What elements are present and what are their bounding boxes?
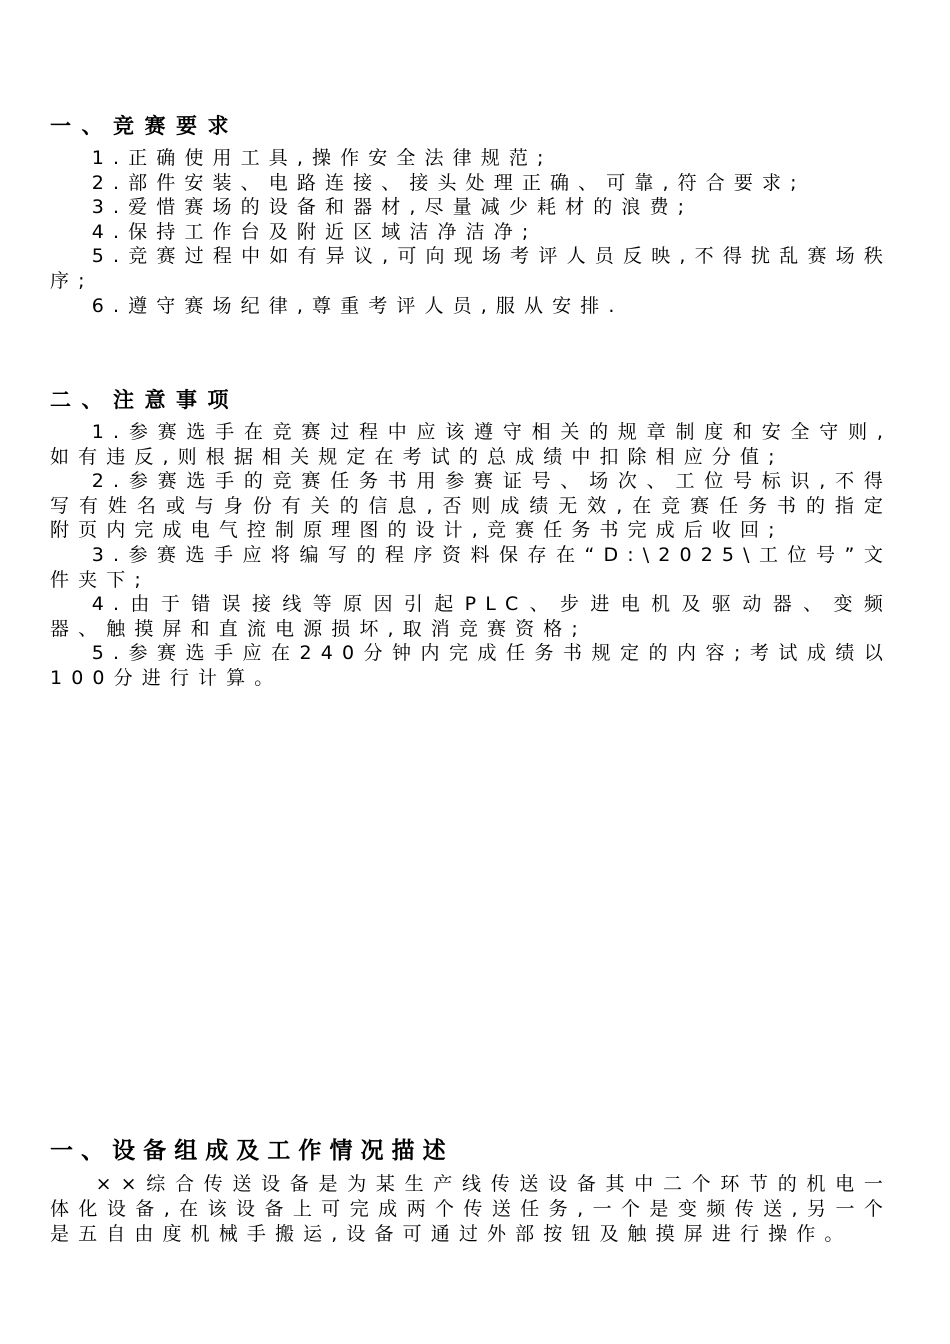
section-heading: 一、竞赛要求 [50,114,239,138]
section-equipment-description [50,1136,892,1247]
list-item: 3.爱惜赛场的设备和器材,尽量减少耗材的浪费; [91,196,694,219]
list-item: 2.参赛选手的竞赛任务书用参赛证号、场次、工位号标识,不得写有姓名或与身份有关的信息,否则成绩无效,在竞赛任务书的指定附页内完成电气控制原理图的设计,竞赛任务书完成后收回; [50,470,892,542]
list-item: 1.正确使用工具,操作安全法律规范; [91,147,553,169]
list-item: 5.参赛选手应在240分钟内完成任务书规定的内容;考试成绩以100分进行计算。 [50,642,892,689]
section-heading: 二、注意事项 [50,388,239,412]
list-item: 6.遵守赛场纪律,尊重考评人员,服从安排. [91,294,624,317]
section-competition-requirements [50,112,892,318]
section-notes [50,386,892,691]
section-heading: 一、设备组成及工作情况描述 [50,1138,454,1164]
list-item: 4.由于错误接线等原因引起PLC、步进电机及驱动器、变频器、触摸屏和直流电源损坏,取消竞赛资格; [50,593,892,640]
paragraph: ××综合传送设备是为某生产线传送设备其中二个环节的机电一体化设备,在该设备上可完成两个传送任务,一个是变频传送,另一个是五自由度机械手搬运,设备可通过外部按钮及触摸屏进行操作。 [50,1173,892,1245]
list-item: 5.竞赛过程中如有异议,可向现场考评人员反映,不得扰乱赛场秩序; [50,245,892,292]
list-item: 3.参赛选手应将编写的程序资料保存在“D:\2025\工位号”文件夹下; [50,543,892,591]
list-item: 2.部件安装、电路连接、接头处理正确、可靠,符合要求; [91,171,806,194]
list-item: 4.保持工作台及附近区域洁净洁净; [91,220,538,243]
list-item: 1.参赛选手在竞赛过程中应该遵守相关的规章制度和安全守则,如有违反,则根据相关规定在考试的总成绩中扣除相应分值; [50,421,892,468]
